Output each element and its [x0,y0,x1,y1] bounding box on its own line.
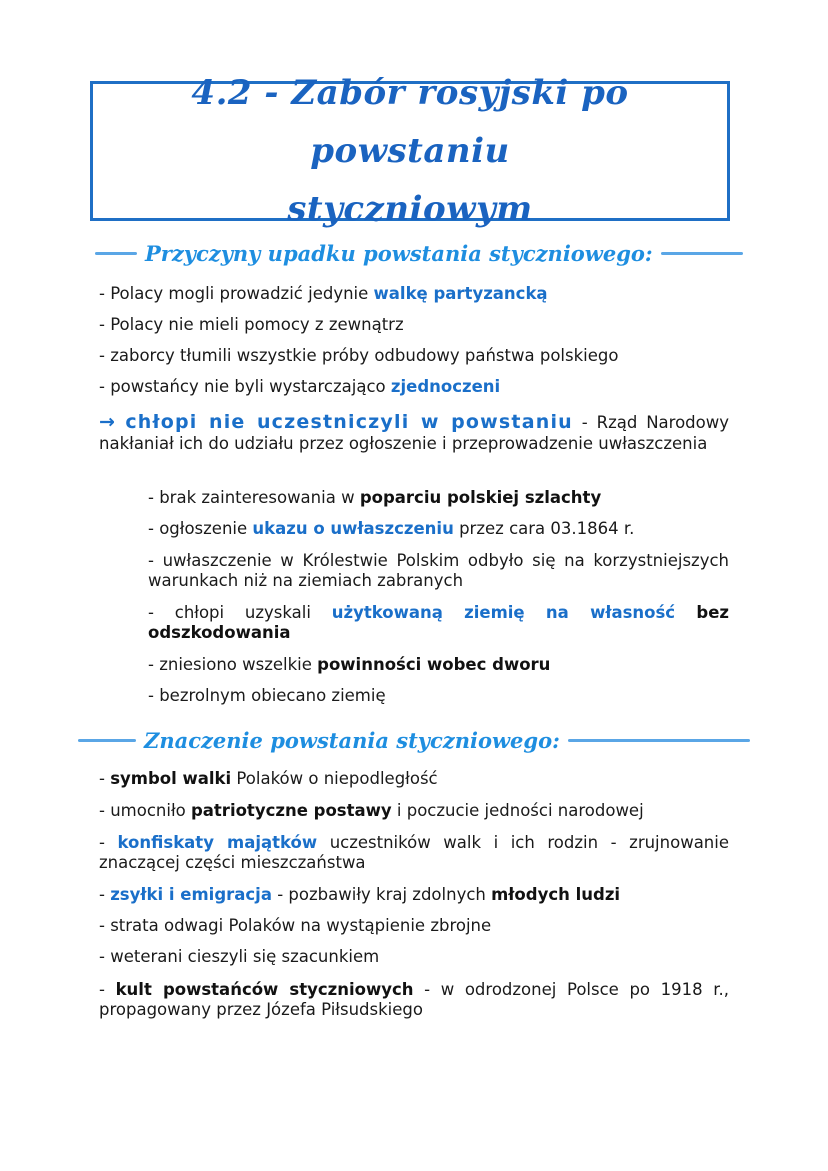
arrow-right-icon: → [99,411,117,433]
list-item: - konfiskaty majątków uczestników walk i ich rodzin - zrujnowanie znaczącej części mieszczaństwa [99,833,729,872]
page-title-line1: 4.2 - Zabór rosyjski po powstaniu [191,73,629,171]
sub-list-item: - zniesiono wszelkie powinności wobec dworu [148,655,551,674]
title-box [90,73,730,229]
heading-rule-left [78,739,136,742]
highlight: ukazu o uwłaszczeniu [252,519,454,538]
list-item: - symbol walki Polaków o niepodległość [99,769,438,788]
list-item: - strata odwagi Polaków na wystąpienie zbrojne [99,916,492,935]
sub-list-item: - brak zainteresowania w poparciu polskiej szlachty [148,488,602,507]
list-item: - powstańcy nie byli wystarczająco zjednoczeni [99,377,501,396]
list-item: - umocniło patriotyczne postawy i poczucie jedności narodowej [99,801,644,820]
sub-list-item: - chłopi uzyskali użytkowaną ziemię na własność bez odszkodowania [148,603,729,642]
section-heading-text: Znaczenie powstania styczniowego: [144,728,560,753]
sub-list-item: - bezrolnym obiecano ziemię [148,686,386,705]
list-item: - Polacy mogli prowadzić jedynie walkę partyzancką [99,284,548,303]
highlight: zsyłki i emigracja [110,885,272,904]
highlight: chłopi nie uczestniczyli w powstaniu [125,411,573,433]
section-heading-causes [95,241,743,266]
list-item: - zaborcy tłumili wszystkie próby odbudowy państwa polskiego [99,346,619,365]
highlight: użytkowaną ziemię na własność [331,603,676,622]
list-item: - zsyłki i emigracja - pozbawiły kraj zdolnych młodych ludzi [99,885,621,904]
heading-rule-right [568,739,750,742]
list-item: - kult powstańców styczniowych - w odrodzonej Polsce po 1918 r., propagowany przez Józefa Piłsudskiego [99,980,729,1019]
heading-rule-left [95,252,137,255]
page-title [93,64,727,238]
arrow-paragraph: → chłopi nie uczestniczyli w powstaniu - Rząd Narodowy nakłaniał ich do udziału przez ogłoszenie i przeprowadzenie uwłaszczenia [99,411,729,453]
list-item: - weterani cieszyli się szacunkiem [99,947,380,966]
section-heading-text: Przyczyny upadku powstania styczniowego: [145,241,653,266]
sub-list-item: - ogłoszenie ukazu o uwłaszczeniu przez cara 03.1864 r. [148,519,635,538]
highlight: walkę partyzancką [373,284,548,303]
highlight: zjednoczeni [390,377,501,396]
list-item: - Polacy nie mieli pomocy z zewnątrz [99,315,404,334]
sub-list-item: - uwłaszczenie w Królestwie Polskim odbyło się na korzystniejszych warunkach niż na ziemiach zabranych [148,551,729,590]
highlight: konfiskaty majątków [117,833,318,852]
heading-rule-right [661,252,743,255]
section-heading-significance [78,728,750,753]
page-title-line2: styczniowym [287,189,533,229]
